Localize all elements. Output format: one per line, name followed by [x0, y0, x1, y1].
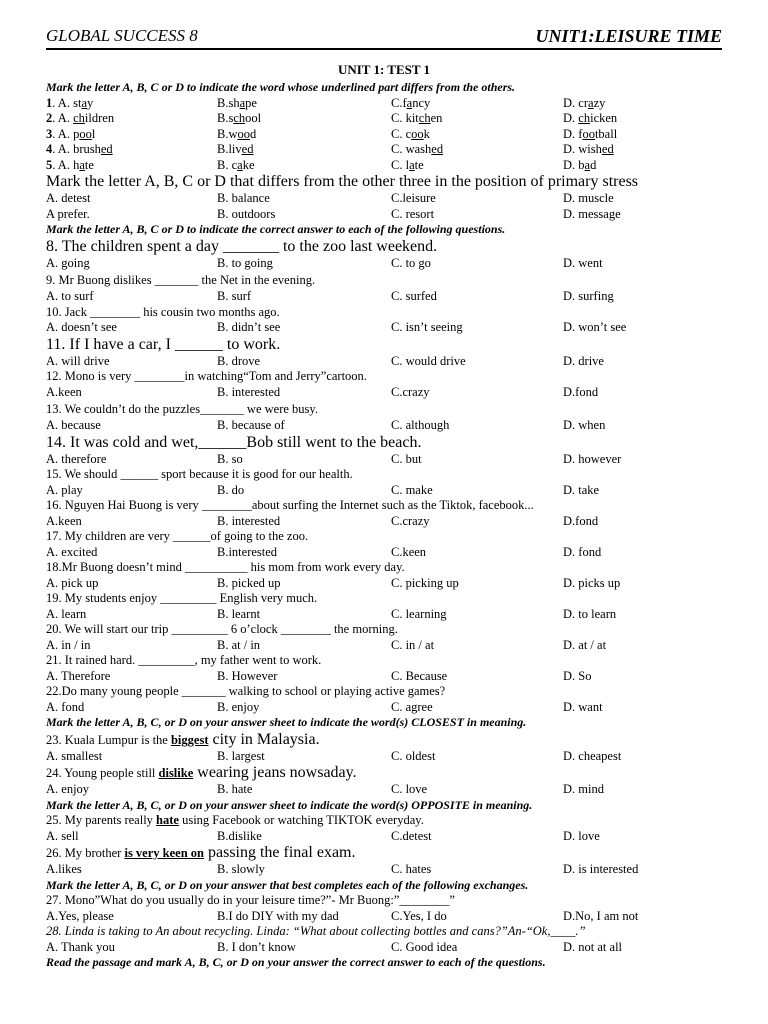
option-d: D. cheapest — [563, 748, 622, 763]
option-a: 1. A. stay — [46, 95, 94, 110]
stem-text: passing the final exam. — [203, 844, 356, 861]
option-b: B. However — [217, 668, 278, 683]
option-d: D. won’t see — [563, 320, 627, 334]
option-b: B.school — [217, 111, 262, 125]
option-a: A prefer. — [46, 206, 90, 221]
page-header — [46, 26, 722, 50]
option-c: C. oldest — [391, 748, 436, 763]
option-a: A. Thank you — [46, 939, 115, 954]
option-d: D. wished — [563, 142, 614, 156]
option-d: D. surfing — [563, 289, 614, 303]
option-d: D. when — [563, 418, 606, 432]
option-b: B.lived — [217, 142, 254, 156]
option-d: D. however — [563, 451, 622, 466]
question-10-options — [46, 320, 736, 336]
question-16-options — [46, 514, 736, 530]
option-d: D. muscle — [563, 191, 614, 205]
option-b: B. at / in — [217, 637, 261, 652]
question-10-stem: 10. Jack ________ his cousin two months ago. — [46, 304, 280, 319]
question-24-options — [46, 782, 736, 798]
option-d: D. went — [563, 255, 603, 270]
option-a: A. detest — [46, 191, 91, 205]
question-4 — [46, 142, 736, 158]
option-c: C.keen — [391, 544, 427, 559]
option-a: A. fond — [46, 699, 85, 714]
option-b: B. I don’t know — [217, 939, 296, 954]
option-c: C.detest — [391, 828, 432, 843]
question-23-options — [46, 749, 736, 765]
question-20-options — [46, 638, 736, 654]
option-c: C. cook — [391, 126, 430, 141]
question-27-options — [46, 909, 736, 925]
stem-text: 25. My parents really — [46, 813, 157, 827]
option-b: B. learnt — [217, 606, 261, 621]
stem-text: wearing jeans nowsaday. — [193, 764, 357, 781]
option-d: D. is interested — [563, 862, 639, 876]
option-d: D. mind — [563, 782, 604, 796]
section-instruction-reading: Read the passage and mark A, B, C, or D on your answer the correct answer to each of the questions. — [46, 955, 546, 969]
option-c: C. would drive — [391, 353, 466, 368]
option-d: D. So — [563, 668, 592, 683]
option-d: D. message — [563, 206, 621, 221]
option-b: B. interested — [217, 513, 281, 528]
question-26-stem — [46, 844, 736, 862]
option-b: B.shape — [217, 95, 257, 110]
option-a: A. doesn’t see — [46, 320, 117, 334]
question-9-options — [46, 289, 736, 305]
option-a: 2. A. children — [46, 111, 115, 125]
option-c: C. hates — [391, 862, 432, 876]
option-d: D. to learn — [563, 606, 617, 621]
question-13-options — [46, 418, 736, 434]
option-b: B. drove — [217, 353, 261, 368]
option-b: B. didn’t see — [217, 320, 281, 334]
question-15-options — [46, 483, 736, 499]
question-23-stem — [46, 731, 736, 749]
option-c: C. washed — [391, 142, 444, 156]
option-c: C.fancy — [391, 95, 431, 110]
option-c: C. although — [391, 418, 450, 432]
question-14-stem: 14. It was cold and wet,______Bob still went to the beach. — [46, 433, 422, 451]
option-c: C. to go — [391, 255, 431, 270]
option-d: D.fond — [563, 384, 599, 399]
option-c: C. agree — [391, 699, 433, 714]
section-instruction-closest: Mark the letter A, B, C, or D on your answer sheet to indicate the word(s) CLOSEST in meaning. — [46, 715, 527, 729]
option-b: B. outdoors — [217, 206, 276, 221]
option-a: A. will drive — [46, 353, 110, 368]
question-8-stem: 8. The children spent a day _______ to the zoo last weekend. — [46, 237, 438, 255]
stem-text: using Facebook or watching TIKTOK everyday. — [178, 813, 424, 827]
question-24-stem — [46, 764, 736, 782]
question-17-stem: 17. My children are very ______of going to the zoo. — [46, 529, 309, 543]
option-d: D.fond — [563, 513, 599, 528]
option-d: D. football — [563, 126, 618, 141]
question-27-stem: 27. Mono”What do you usually do in your leisure time?”- Mr Buong:”________” — [46, 893, 455, 907]
option-a: A. going — [46, 255, 90, 270]
option-c: C. isn’t seeing — [391, 320, 463, 334]
option-c: C. late — [391, 157, 424, 172]
option-d: D. picks up — [563, 575, 621, 590]
option-a: A. smallest — [46, 748, 103, 763]
question-28-options — [46, 940, 736, 956]
option-a: A. play — [46, 482, 83, 497]
option-c: C.Yes, I do — [391, 908, 447, 923]
option-a: A. enjoy — [46, 782, 90, 796]
option-c: C. Good idea — [391, 939, 458, 954]
option-c: C. but — [391, 451, 422, 466]
key-word: biggest — [170, 732, 209, 747]
question-5 — [46, 158, 736, 174]
option-a: A. sell — [46, 828, 79, 843]
option-a: A.likes — [46, 862, 82, 876]
question-21-stem: 21. It rained hard. _________, my father went to work. — [46, 653, 322, 667]
option-d: D. crazy — [563, 95, 606, 110]
option-d: D. chicken — [563, 111, 618, 125]
option-b: B. so — [217, 451, 243, 466]
option-c: C. make — [391, 482, 433, 497]
header-book-title: GLOBAL SUCCESS 8 — [46, 26, 198, 45]
option-a: A.keen — [46, 513, 82, 528]
question-18-options — [46, 576, 736, 592]
section-instruction-grammar: Mark the letter A, B, C or D to indicate the correct answer to each of the following questions. — [46, 222, 506, 236]
key-word: hate — [156, 813, 179, 827]
option-b: B. surf — [217, 289, 252, 303]
option-b: B. enjoy — [217, 699, 260, 714]
question-20-stem: 20. We will start our trip _________ 6 o’clock ________ the morning. — [46, 622, 398, 636]
question-15-stem: 15. We should ______ sport because it is good for our health. — [46, 467, 353, 481]
question-12-stem: 12. Mono is very ________in watching“Tom and Jerry”cartoon. — [46, 369, 367, 383]
test-title: UNIT 1: TEST 1 — [337, 62, 431, 77]
option-b: B.I do DIY with my dad — [217, 908, 339, 923]
question-9-stem: 9. Mr Buong dislikes _______ the Net in the evening. — [46, 273, 316, 287]
option-a: A. because — [46, 418, 101, 432]
option-c: C. love — [391, 782, 428, 796]
option-d: D. bad — [563, 157, 597, 172]
question-22-stem: 22.Do many young people _______ walking to school or playing active games? — [46, 684, 446, 698]
option-c: C.crazy — [391, 384, 430, 399]
option-a: A. learn — [46, 606, 87, 621]
option-c: C.crazy — [391, 513, 430, 528]
question-28-stem: 28. Linda is taking to An about recycling. Linda: “What about collecting bottles and cans?”An-“Ok,____.” — [46, 924, 586, 938]
question-19-options — [46, 607, 736, 623]
option-a: 3. A. pool — [46, 126, 96, 141]
option-c: C.leisure — [391, 191, 436, 205]
question-16-stem: 16. Nguyen Hai Buong is very ________about surfing the Internet such as the Tiktok, facebook... — [46, 498, 534, 512]
question-6 — [46, 191, 736, 207]
option-d: D. love — [563, 828, 600, 843]
question-26-options — [46, 862, 736, 878]
question-3 — [46, 127, 736, 143]
option-a: A. to surf — [46, 289, 94, 303]
option-c: C. kitchen — [391, 111, 443, 125]
header-unit-title: UNIT1:LEISURE TIME — [535, 26, 722, 46]
question-18-stem: 18.Mr Buong doesn’t mind __________ his mom from work every day. — [46, 560, 405, 574]
option-c: C. picking up — [391, 575, 459, 590]
question-17-options — [46, 545, 736, 561]
option-a: A.keen — [46, 384, 82, 399]
stem-text: 26. My brother — [46, 846, 125, 860]
option-a: A. pick up — [46, 575, 99, 590]
question-7 — [46, 207, 736, 223]
question-19-stem: 19. My students enjoy _________ English very much. — [46, 591, 318, 605]
option-d: D. not at all — [563, 939, 623, 954]
stem-text: city in Malaysia. — [208, 730, 320, 748]
option-b: B.interested — [217, 544, 278, 559]
option-b: B. picked up — [217, 575, 281, 590]
question-14-options — [46, 452, 736, 468]
option-a: A. in / in — [46, 637, 91, 652]
option-d: D. at / at — [563, 637, 607, 652]
option-d: D. drive — [563, 353, 604, 368]
option-c: C. resort — [391, 206, 435, 221]
question-25-stem — [46, 813, 736, 829]
section-instruction-exchanges: Mark the letter A, B, C, or D on your answer that best completes each of the following exchanges. — [46, 877, 529, 892]
option-a: A. therefore — [46, 451, 107, 466]
option-a: A. Therefore — [46, 668, 111, 683]
option-b: B.wood — [217, 126, 257, 141]
question-21-options — [46, 669, 736, 685]
option-b: B.dislike — [217, 828, 262, 843]
option-d: D. want — [563, 699, 603, 714]
question-12-options — [46, 385, 736, 401]
option-b: B. slowly — [217, 862, 265, 876]
section-instruction-pronunciation: Mark the letter A, B, C or D to indicate the word whose underlined part differs from the others. — [46, 80, 516, 94]
option-a: 5. A. hate — [46, 157, 94, 172]
section-instruction-opposite: Mark the letter A, B, C, or D on your answer sheet to indicate the word(s) OPPOSITE in meaning. — [46, 797, 533, 812]
option-c: C. learning — [391, 606, 447, 621]
option-d: D. fond — [563, 544, 602, 559]
key-phrase: is very keen on — [124, 846, 204, 860]
option-d: D. take — [563, 482, 600, 497]
option-c: C. Because — [391, 668, 448, 683]
stem-text: 24. Young people still — [46, 766, 159, 780]
option-c: C. in / at — [391, 637, 435, 652]
worksheet — [46, 80, 736, 971]
question-1 — [46, 96, 736, 112]
option-a: 4. A. brushed — [46, 142, 113, 156]
option-b: B. balance — [217, 191, 270, 205]
option-d: D.No, I am not — [563, 908, 639, 923]
option-b: B. cake — [217, 157, 255, 172]
option-b: B. interested — [217, 384, 281, 399]
option-b: B. to going — [217, 255, 273, 270]
question-2 — [46, 111, 736, 127]
option-c: C. surfed — [391, 289, 437, 303]
section-instruction-stress: Mark the letter A, B, C or D that differs from the other three in the position of primary stress — [46, 173, 639, 190]
option-a: A. excited — [46, 544, 98, 559]
question-13-stem: 13. We couldn’t do the puzzles_______ we were busy. — [46, 402, 318, 416]
stem-text: 23. Kuala Lumpur is the — [46, 732, 171, 747]
question-8-options — [46, 256, 736, 272]
option-b: B. because of — [217, 418, 285, 432]
option-b: B. hate — [217, 782, 253, 796]
question-11-options — [46, 354, 736, 370]
question-22-options — [46, 700, 736, 716]
question-25-options — [46, 829, 736, 845]
key-word: dislike — [158, 766, 194, 780]
option-b: B. do — [217, 482, 245, 497]
question-11-stem: 11. If I have a car, I ______ to work. — [46, 335, 281, 353]
option-a: A.Yes, please — [46, 908, 114, 923]
option-b: B. largest — [217, 748, 265, 763]
